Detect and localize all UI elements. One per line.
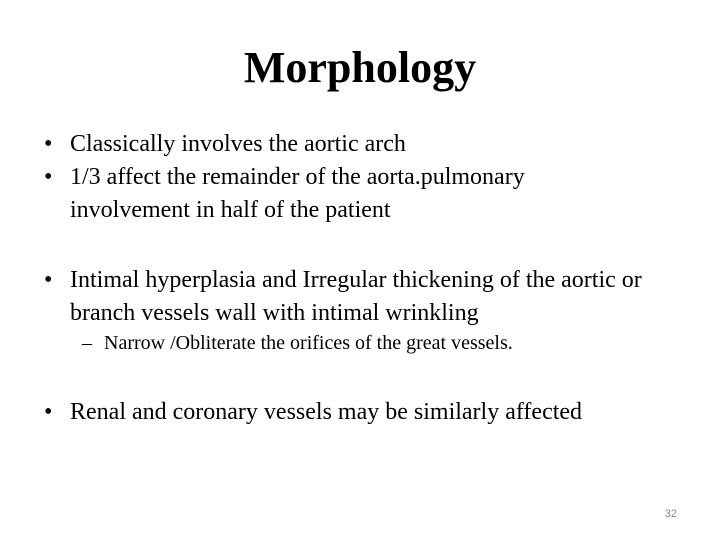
bullet-text: Renal and coronary vessels may be similarly affected: [70, 399, 583, 425]
bullet-text: Classically involves the aortic arch: [70, 131, 406, 157]
bullet: • 1/3 affect the remainder of the aorta.pulmonary involvement in half of the patient: [44, 161, 604, 227]
bullet: • Intimal hyperplasia and Irregular thickening of the aortic or branch vessels wall with intimal wrinkling: [44, 264, 644, 330]
bullet-text: Intimal hyperplasia and Irregular thickening of the aortic or branch vessels wall with intimal wrinkling: [70, 267, 642, 326]
sub-bullet: – Narrow /Obliterate the orifices of the great vessels.: [82, 332, 513, 354]
sub-bullet-text: Narrow /Obliterate the orifices of the great vessels.: [104, 332, 513, 354]
bullet: • Classically involves the aortic arch: [44, 128, 684, 161]
bullet: • Renal and coronary vessels may be similarly affected: [44, 396, 704, 429]
slide-title: Morphology: [243, 43, 477, 92]
page-number: 32: [664, 508, 677, 520]
bullet-text: 1/3 affect the remainder of the aorta.pulmonary involvement in half of the patient: [70, 164, 525, 223]
